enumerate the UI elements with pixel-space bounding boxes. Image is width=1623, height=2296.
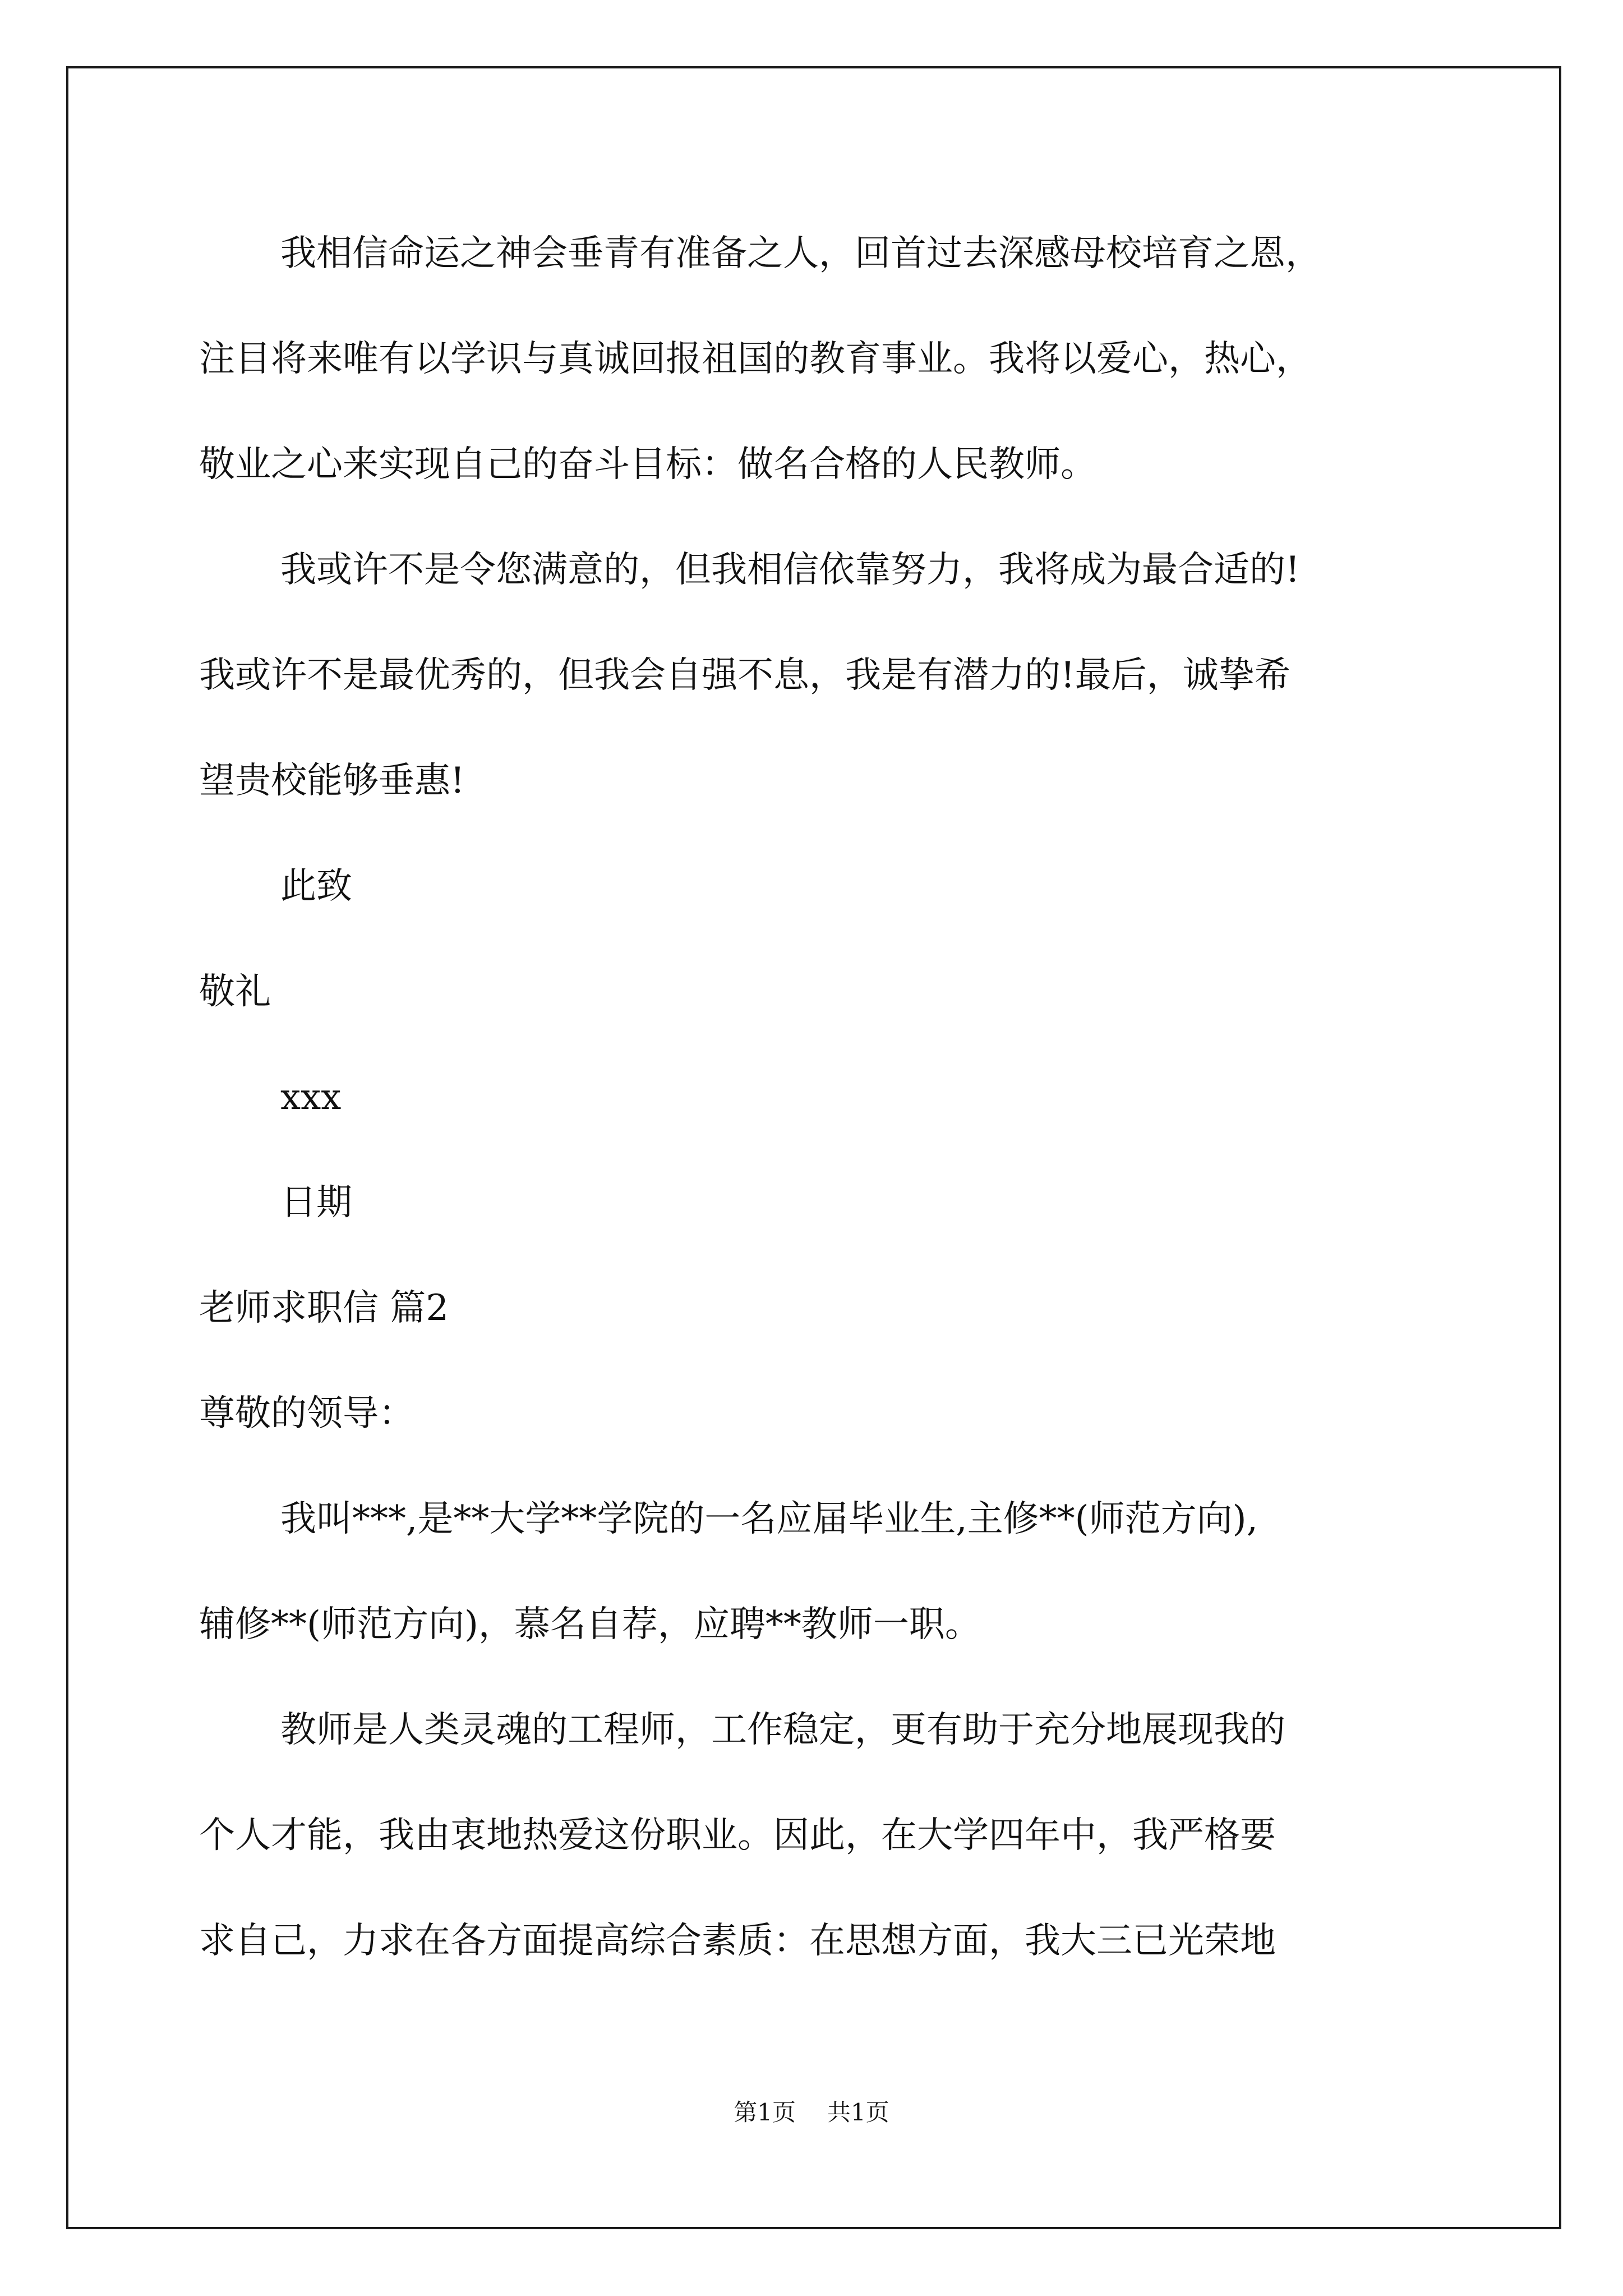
paragraph-line: 辅修**(师范方向)，慕名自荐，应聘**教师一职。 <box>199 1604 981 1645</box>
signature-date: 日期 <box>280 1182 352 1223</box>
greeting: 尊敬的领导： <box>199 1393 414 1434</box>
paragraph-line: 我叫***,是**大学**学院的一名应届毕业生,主修**(师范方向), <box>280 1498 1258 1540</box>
page-number: 第1页 <box>734 2099 796 2126</box>
closing-regards: 敬礼 <box>199 971 271 1013</box>
paragraph-line: 敬业之心来实现自己的奋斗目标：做名合格的人民教师。 <box>199 444 1096 485</box>
paragraph-line: 求自己，力求在各方面提高综合素质：在思想方面，我大三已光荣地 <box>199 1920 1276 1962</box>
paragraph-line: 注目将来唯有以学识与真诚回报祖国的教育事业。我将以爱心，热心， <box>199 338 1312 380</box>
paragraph-line: 望贵校能够垂惠! <box>199 760 465 802</box>
paragraph-line: 教师是人类灵魂的工程师，工作稳定，更有助于充分地展现我的 <box>280 1709 1285 1751</box>
signature-name: xxx <box>280 1076 342 1118</box>
page-footer <box>0 2097 1623 2128</box>
page-total: 共1页 <box>827 2099 889 2126</box>
paragraph-line: 我或许不是最优秀的，但我会自强不息，我是有潜力的!最后，诚挚希 <box>199 655 1290 696</box>
paragraph-line: 我或许不是令您满意的，但我相信依靠努力，我将成为最合适的! <box>280 549 1300 591</box>
paragraph-line: 个人才能，我由衷地热爱这份职业。因此，在大学四年中，我严格要 <box>199 1815 1276 1856</box>
closing-salutation: 此致 <box>280 866 352 907</box>
section-heading: 老师求职信 篇2 <box>199 1287 449 1329</box>
page-border <box>66 66 1561 2229</box>
paragraph-line: 我相信命运之神会垂青有准备之人，回首过去深感母校培育之恩， <box>280 233 1321 274</box>
